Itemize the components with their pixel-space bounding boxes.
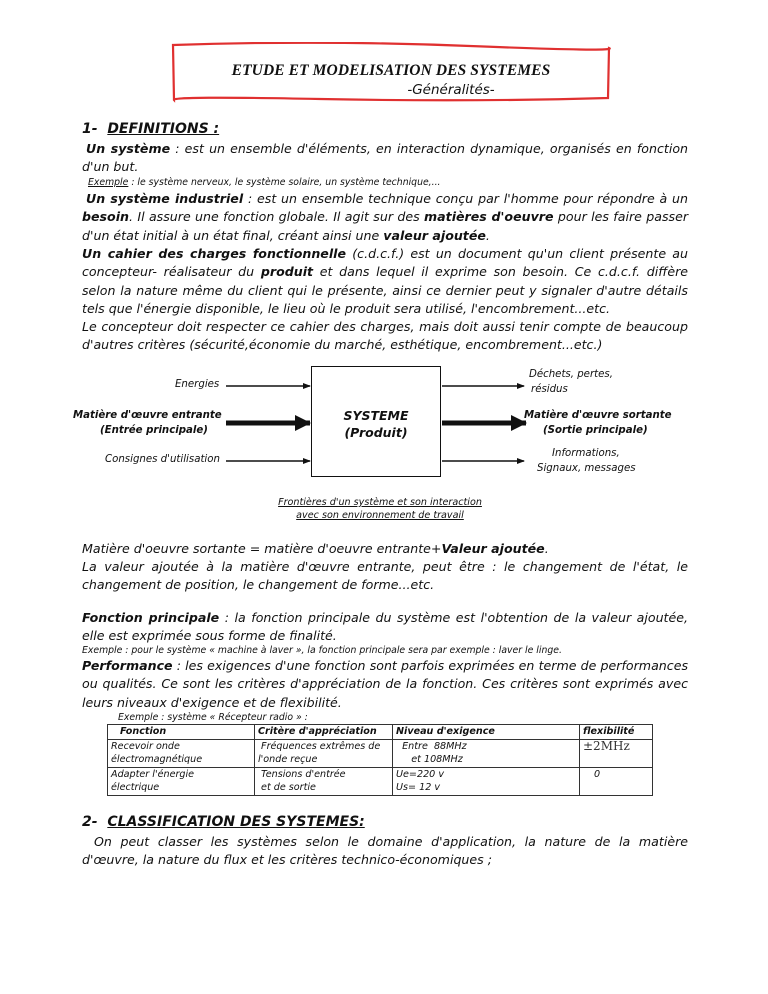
system-label	[312, 407, 440, 441]
cell-flexibilite	[580, 739, 653, 767]
cell-line: électromagnétique	[111, 754, 203, 765]
section-2-heading	[82, 814, 365, 830]
keyword-produit: produit	[260, 264, 314, 280]
term: Fonction principale	[82, 610, 220, 625]
table-row	[108, 739, 653, 767]
label-entree-principale: (Entrée principale)	[100, 425, 208, 436]
document-title: ETUDE ET MODELISATION DES SYSTEMES	[231, 62, 551, 79]
definition-text: : les exigences d'une fonction sont parfois exprimées en terme de performances ou qualités. Ce sont les critères d'appréciation de la fonction. Ces critères sont exprimés avec leurs niveaux d'exigence et de flexibilité.	[82, 658, 688, 710]
section-title: CLASSIFICATION DES SYSTEMES:	[107, 814, 365, 830]
fonction-principale	[82, 609, 688, 646]
cell-critere	[255, 767, 393, 795]
concepteur-paragraph: Le concepteur doit respecter ce cahier des charges, mais doit aussi tenir compte de beaucoup d'autres critères (sécurité,économie du marché, esthétique, encombrement...etc.)	[82, 319, 688, 353]
cell-line: Us= 12 v	[396, 782, 441, 793]
caption-line-1: Frontières d'un système et son interaction	[278, 497, 482, 508]
cell-fonction	[108, 739, 255, 767]
definition-text: : la fonction principale du système est l'obtention de la valeur ajoutée, elle est exprimée sous forme de finalité.	[82, 610, 688, 644]
cell-line: et de sortie	[258, 782, 316, 793]
text: et dans lequel il exprime son besoin. Ce c.d.c.f. diffère selon la nature même du client qui le présente, ainsi ce dernier peut y signaler d'autre détails tels que l'énergie disponible, le lieu où le produit sera utilisé, l'encombrement...etc.	[82, 264, 688, 316]
section-1-heading	[82, 121, 219, 137]
cell-flexibilite	[580, 767, 653, 795]
exemple-label: Exemple	[88, 177, 129, 188]
definition-text: : est un ensemble d'éléments, en interaction dynamique, organisés en fonction d'un but.	[82, 141, 689, 175]
cell-line: Tensions d'entrée	[258, 768, 346, 780]
performance-table	[107, 724, 653, 796]
label-dechets: Déchets, pertes,	[529, 369, 613, 380]
text: pour les faire passer d'un état initial à un état final, créant ainsi une	[82, 209, 689, 243]
equation-text: Matière d'oeuvre sortante = matière d'oeuvre entrante+	[82, 541, 442, 556]
definition-systeme-industriel	[82, 190, 688, 245]
cell-line: et 108MHz	[396, 754, 463, 765]
exemple-text: : le système nerveux, le système solaire, un système technique,...	[128, 177, 441, 188]
document-subtitle: -Généralités-	[407, 82, 495, 98]
header-flexibilite: flexibilité	[580, 725, 653, 740]
cell-line: Adapter l'énergie	[111, 768, 195, 780]
text: . Il assure une fonction globale. Il agit sur des	[129, 209, 425, 225]
header-critere: Critère d'appréciation	[255, 725, 393, 740]
system-diagram	[73, 355, 680, 530]
cell-line: Entre 88MHz	[396, 740, 467, 752]
caption-line-2: avec son environnement de travail	[296, 510, 464, 521]
section-title: DEFINITIONS :	[107, 121, 220, 137]
performance-definition	[82, 657, 688, 712]
system-product: (Produit)	[344, 425, 408, 440]
text: : est un ensemble technique conçu par l'homme pour répondre à un	[243, 191, 688, 206]
term: Un système	[86, 141, 171, 156]
section-number: 1-	[82, 121, 98, 137]
table-row	[108, 767, 653, 795]
title-box	[170, 42, 612, 100]
exemple-fonction: Exemple : pour le système « machine à laver », la fonction principale sera par exemple : laver le linge.	[82, 645, 562, 656]
text: .	[485, 227, 490, 243]
keyword-valeur-ajoutee: Valeur ajoutée	[441, 541, 545, 556]
cell-line: Ue=220 v	[396, 768, 445, 780]
cell-line: électrique	[111, 782, 160, 793]
definition-cdcf	[82, 245, 688, 318]
classification-text: On peut classer les systèmes selon le domaine d'application, la nature de la matière d'œuvre, la nature du flux et les critères technico-économiques ;	[82, 834, 688, 868]
term: Un cahier des charges fonctionnelle	[82, 246, 347, 261]
diagram-caption	[245, 496, 515, 522]
label-sortie-principale: (Sortie principale)	[543, 425, 648, 436]
keyword-besoin: besoin	[82, 209, 129, 225]
definition-systeme	[82, 140, 688, 177]
cell-value: ±2MHz	[583, 738, 630, 753]
section-number: 2-	[82, 814, 98, 830]
term: Un système industriel	[86, 191, 244, 206]
equation-end: .	[544, 541, 549, 556]
valeur-description: La valeur ajoutée à la matière d'œuvre entrante, peut être : le changement de l'état, le changement de position, le changement de forme...etc.	[82, 559, 688, 593]
cell-niveau	[393, 767, 580, 795]
cell-line: Fréquences extrêmes de	[258, 740, 381, 752]
system-name: SYSTEME	[343, 408, 409, 423]
valeur-equation	[82, 540, 688, 558]
exemple-1	[88, 177, 441, 189]
cell-line: l'onde reçue	[258, 754, 318, 765]
label-matiere-entrante: Matière d'œuvre entrante	[73, 410, 222, 421]
label-informations: Informations,	[552, 448, 620, 459]
cell-critere	[255, 739, 393, 767]
system-box	[311, 366, 441, 477]
label-residus: résidus	[531, 384, 568, 395]
text: (c.d.c.f.) est un document qu'un client présente au concepteur- réalisateur du	[82, 246, 688, 280]
exemple-performance: Exemple : système « Récepteur radio » :	[118, 712, 308, 723]
label-consignes: Consignes d'utilisation	[105, 454, 220, 465]
cell-niveau	[393, 739, 580, 767]
label-matiere-sortante: Matière d'œuvre sortante	[524, 410, 672, 421]
label-signaux: Signaux, messages	[537, 463, 636, 474]
cell-value: 0	[594, 768, 601, 780]
label-energies: Energies	[175, 379, 220, 390]
header-fonction: Fonction	[108, 725, 255, 740]
table-header-row	[108, 725, 653, 740]
term: Performance	[82, 658, 173, 673]
keyword-valeur: valeur ajoutée	[383, 227, 486, 243]
header-niveau: Niveau d'exigence	[393, 725, 580, 740]
keyword-matieres: matières d'oeuvre	[424, 209, 554, 225]
cell-fonction	[108, 767, 255, 795]
cell-line: Recevoir onde	[111, 740, 180, 752]
